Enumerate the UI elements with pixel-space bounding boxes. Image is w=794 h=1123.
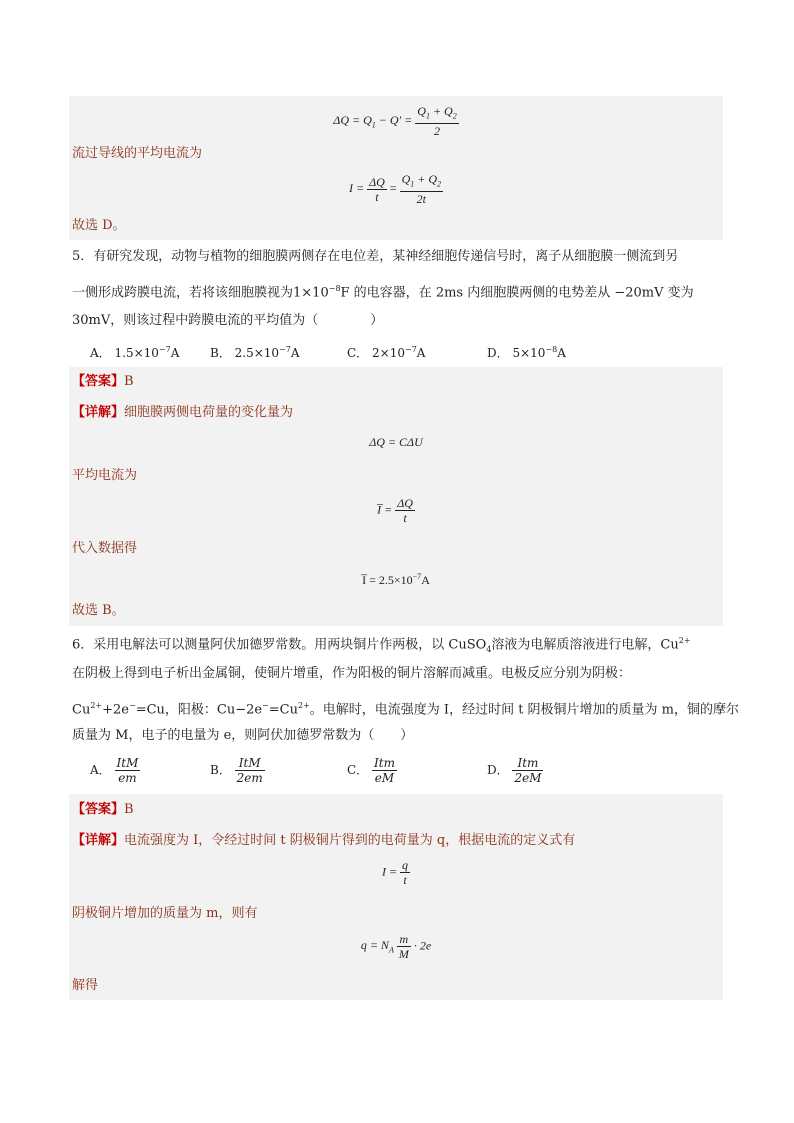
q6-detail-2: 阴极铜片增加的质量为 m，则有 <box>72 906 258 921</box>
q6-stem-line2: 在阴极上得到电子析出金属铜，使铜片增重，作为阳极的铜片溶解而减重。电极反应分别为阴极： <box>72 666 632 681</box>
q5-answer: 【答案】B <box>72 374 134 389</box>
q5-detail-1: 【详解】细胞膜两侧电荷量的变化量为 <box>72 405 294 420</box>
formula-average-i-value: I̅ = $2.5\times 10^{-7}A$ <box>362 572 430 587</box>
q5-stem-line2: 一侧形成跨膜电流，若将该细胞膜视为$1\times 10^{-8}F$ 的电容器，在 2ms 内细胞膜两侧的电势差从 −20mV 变为 <box>72 284 694 301</box>
q6-option-c[interactable]: C． $\frac{\text{Itm}}{eM}$ <box>347 756 395 785</box>
q6-stem-line3: $Cu^{2+}+2e^-=Cu$，阳极：$Cu-2e^-=Cu^{2+}$。电解时，电流强度为 I，经过时间 t 阴极铜片增加的质量为 m，铜的摩尔 <box>72 701 740 718</box>
q5-option-a[interactable]: A． $1.5\times 10^{-7}A$ <box>90 345 180 360</box>
q6-stem-line4: 质量为 M，电子的电量为 e，则阿伏加德罗常数为（ ） <box>72 728 414 743</box>
q5-detail-3: 代入数据得 <box>72 541 138 556</box>
formula-i-q-t: I = $\frac{q}{t}$ <box>381 858 409 887</box>
formula-delta-q-cdu: ΔQ = CΔU <box>369 435 423 449</box>
q5-option-c[interactable]: C． $2\times 10^{-7}A$ <box>347 345 426 360</box>
formula-average-i: I̅ = $\frac{\Delta Q}{t}$ <box>377 496 413 525</box>
q6-option-a[interactable]: A． $\frac{\text{ItM}}{em}$ <box>90 756 139 785</box>
conclusion-q5: 故选 B。 <box>72 603 125 618</box>
q5-stem-line1: 5．有研究发现，动物与植物的细胞膜两侧存在电位差，某神经细胞传递信号时，离子从细胞膜一侧流到另 <box>72 249 679 264</box>
formula-delta-q: $\Delta Q = Q_1 - Q'$ = $\frac{Q_1 + Q_2}{2}$ <box>333 104 457 139</box>
q6-detail-3: 解得 <box>72 978 99 993</box>
formula-q-na: $q = N_A$ $\frac{m}{M}$ · 2e <box>360 932 432 961</box>
q5-detail-2: 平均电流为 <box>72 468 138 483</box>
q5-option-b[interactable]: B． $2.5\times 10^{-7}A$ <box>210 345 300 360</box>
q6-option-d[interactable]: D． $\frac{\text{Itm}}{2eM}$ <box>487 756 542 785</box>
formula-average-current: I = $\frac{\Delta Q}{t}$ = $\frac{Q_1 + Q_2}{2t}$ <box>348 172 442 207</box>
q6-option-b[interactable]: B． $\frac{\text{ItM}}{2em}$ <box>210 756 263 785</box>
q6-detail-1: 【详解】电流强度为 I，令经过时间 t 阴极铜片得到的电荷量为 q，根据电流的定义式有 <box>72 833 576 848</box>
q6-stem-line1: 6．采用电解法可以测量阿伏加德罗常数。用两块铜片作两极，以 CuSO$_4$溶液为电解质溶液进行电解，$Cu^{2+}$ <box>72 636 691 654</box>
q5-stem-line3: 30mV，则该过程中跨膜电流的平均值为（ ） <box>72 313 384 328</box>
q6-answer: 【答案】B <box>72 802 134 817</box>
conclusion-prev: 故选 D。 <box>72 218 126 233</box>
q5-option-d[interactable]: D． $5\times 10^{-8}A$ <box>487 345 566 360</box>
text-average-current: 流过导线的平均电流为 <box>72 146 203 161</box>
answer-block-q6 <box>69 794 723 1000</box>
